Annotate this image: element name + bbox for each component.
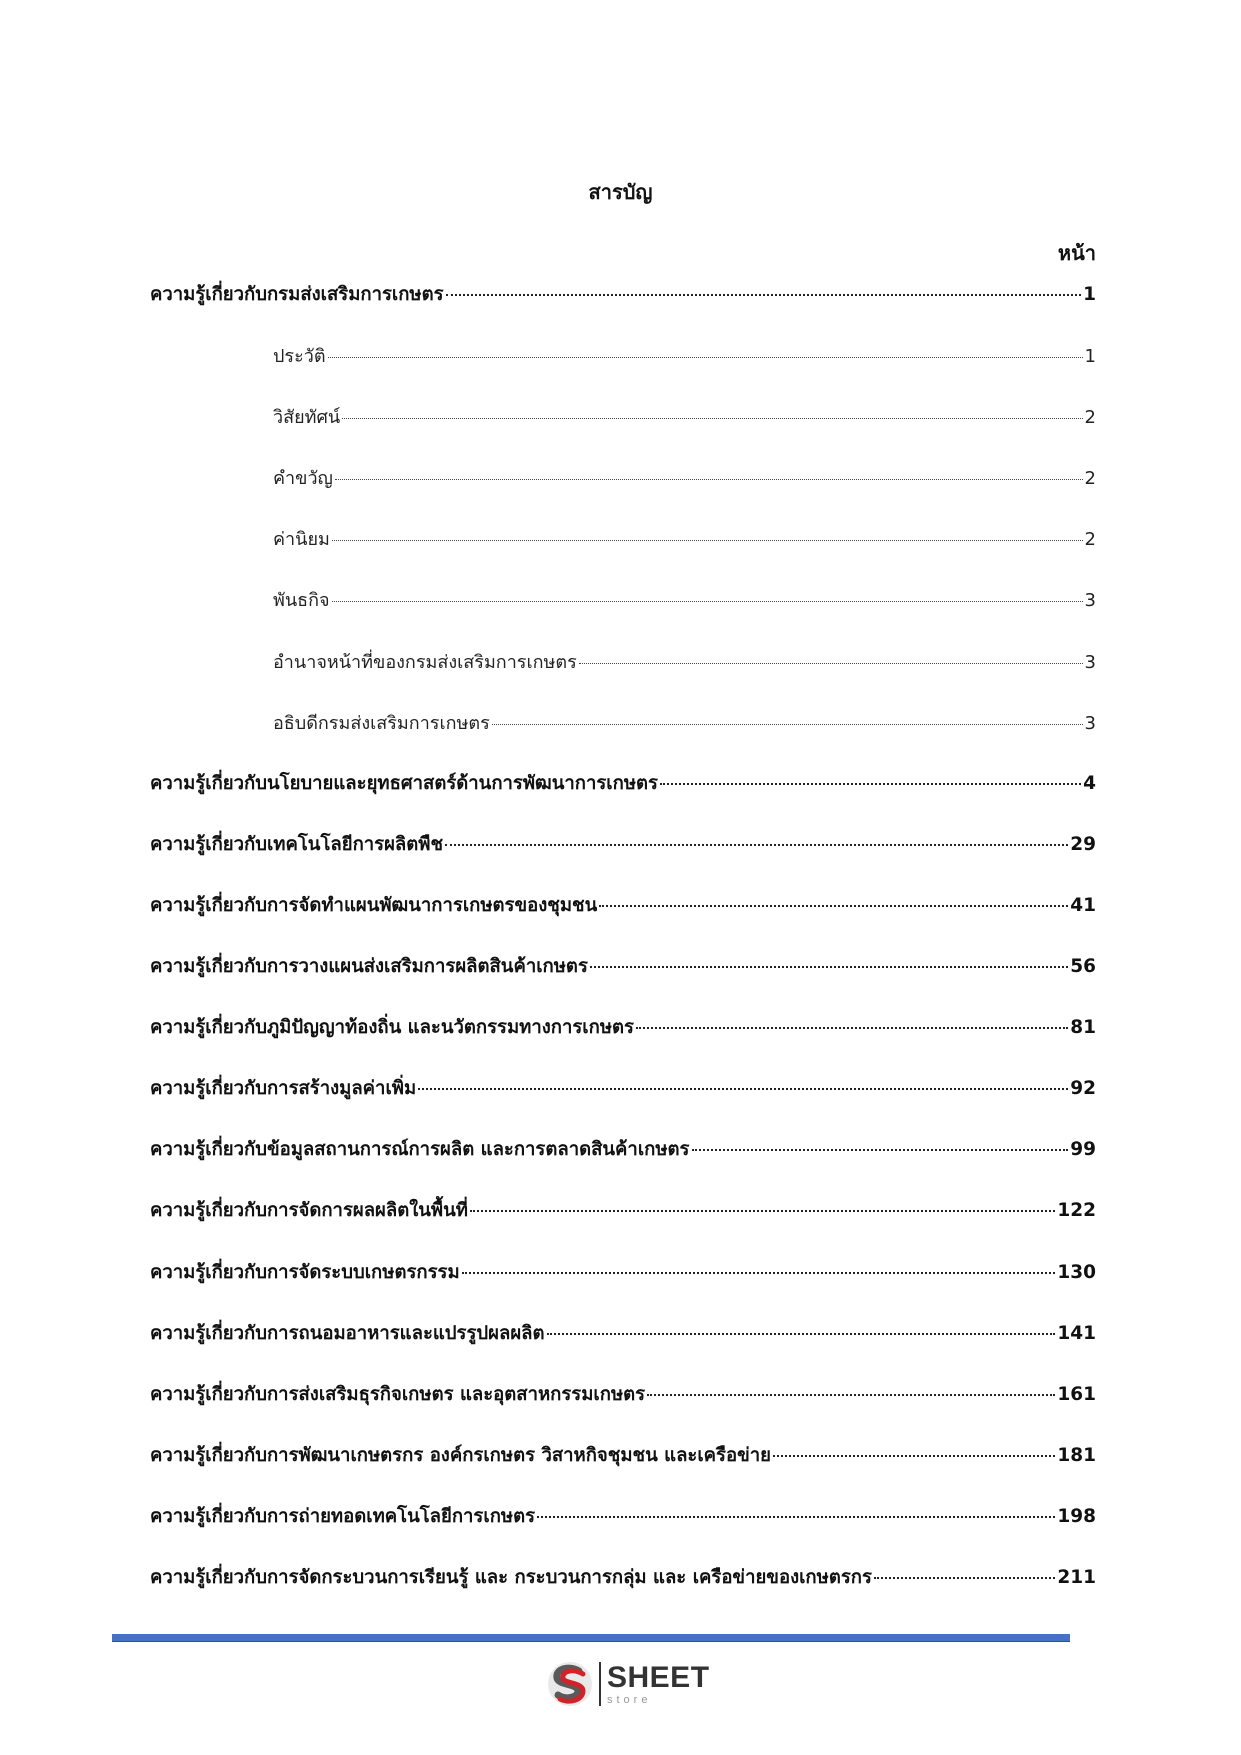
toc-entry-title: ความรู้เกี่ยวกับนโยบายและยุทธศาสตร์ด้านการพัฒนาการเกษตร bbox=[150, 772, 658, 794]
toc-dot-leader bbox=[660, 783, 1081, 785]
toc-dot-leader bbox=[470, 1210, 1055, 1212]
toc-entry-title: ค่านิยม bbox=[273, 529, 330, 551]
toc-page-number: 1 bbox=[1083, 284, 1096, 305]
toc-chapter-entry[interactable] bbox=[150, 1074, 1096, 1135]
toc-entry-title: ความรู้เกี่ยวกับการจัดการผลผลิตในพื้นที่ bbox=[150, 1200, 468, 1222]
toc-section-entry[interactable] bbox=[150, 524, 1096, 585]
toc-page-number: 99 bbox=[1070, 1139, 1096, 1161]
toc-entry-title: ความรู้เกี่ยวกับการส่งเสริมธุรกิจเกษตร และอุตสาหกรรมเกษตร bbox=[150, 1383, 646, 1405]
toc-page-number: 161 bbox=[1057, 1383, 1096, 1405]
toc-page-number: 3 bbox=[1084, 712, 1096, 734]
page-title: สารบัญ bbox=[588, 180, 653, 204]
toc-entry-title: ความรู้เกี่ยวกับการพัฒนาเกษตรกร องค์กรเกษตร วิสาหกิจชุมชน และเครือข่าย bbox=[150, 1444, 771, 1466]
toc-dot-leader bbox=[418, 1088, 1068, 1090]
toc-dot-leader bbox=[462, 1272, 1056, 1274]
logo-wordmark bbox=[607, 1660, 710, 1706]
toc-chapter-entry[interactable] bbox=[150, 1380, 1096, 1441]
toc-entry-title: ความรู้เกี่ยวกับการวางแผนส่งเสริมการผลิตสินค้าเกษตร bbox=[150, 956, 588, 978]
toc-dot-leader bbox=[692, 1149, 1069, 1151]
toc-page-number: 211 bbox=[1057, 1566, 1096, 1588]
toc-page-number: 141 bbox=[1057, 1322, 1096, 1344]
toc-entry-title: ความรู้เกี่ยวกับข้อมูลสถานการณ์การผลิต และการตลาดสินค้าเกษตร bbox=[150, 1139, 690, 1161]
toc-page-number: 2 bbox=[1084, 407, 1096, 429]
toc-page-number: 3 bbox=[1084, 590, 1096, 612]
toc-dot-leader bbox=[537, 1516, 1055, 1518]
toc-chapter-entry[interactable] bbox=[150, 1563, 1096, 1624]
toc-chapter-entry[interactable] bbox=[150, 1441, 1096, 1502]
toc-chapter-entry[interactable] bbox=[150, 1196, 1096, 1257]
toc-page-number: 130 bbox=[1057, 1261, 1096, 1283]
toc-entry-title: ความรู้เกี่ยวกับการสร้างมูลค่าเพิ่ม bbox=[150, 1078, 417, 1100]
toc-dot-leader bbox=[874, 1577, 1055, 1579]
toc-dot-leader bbox=[328, 357, 1083, 358]
toc-entry-title: พันธกิจ bbox=[273, 590, 330, 612]
toc-page-number: 56 bbox=[1070, 956, 1096, 978]
toc-entry-title: ความรู้เกี่ยวกับการจัดทำแผนพัฒนาการเกษตรของชุมชน bbox=[150, 894, 598, 916]
toc-page-number: 198 bbox=[1057, 1505, 1096, 1527]
toc-chapter-entry[interactable] bbox=[150, 1135, 1096, 1196]
toc-entry-title: ประวัติ bbox=[273, 346, 326, 368]
toc-dot-leader bbox=[342, 418, 1082, 419]
toc-dot-leader bbox=[636, 1027, 1068, 1029]
toc-entry-title: ความรู้เกี่ยวกับการจัดระบบเกษตรกรรม bbox=[150, 1261, 460, 1283]
toc-page-number: 41 bbox=[1070, 894, 1096, 916]
toc-section-entry[interactable] bbox=[150, 647, 1096, 708]
toc-entry-title: คำขวัญ bbox=[273, 468, 333, 490]
table-of-contents bbox=[150, 280, 1096, 1624]
toc-dot-leader bbox=[773, 1455, 1055, 1457]
toc-dot-leader bbox=[599, 905, 1068, 907]
toc-entry-title: ความรู้เกี่ยวกับการถ่ายทอดเทคโนโลยีการเกษตร bbox=[150, 1505, 536, 1527]
logo-subword: store bbox=[607, 1693, 652, 1706]
toc-dot-leader bbox=[445, 844, 1068, 846]
toc-entry-title: ความรู้เกี่ยวกับภูมิปัญญาท้องถิ่น และนวัตกรรมทางการเกษตร bbox=[150, 1017, 634, 1039]
toc-dot-leader bbox=[332, 540, 1083, 541]
page-column-label: หน้า bbox=[1057, 241, 1096, 265]
toc-section-entry[interactable] bbox=[150, 402, 1096, 463]
toc-section-entry[interactable] bbox=[150, 463, 1096, 524]
toc-chapter-entry[interactable] bbox=[150, 1502, 1096, 1563]
toc-entry-title: ความรู้เกี่ยวกับการจัดกระบวนการเรียนรู้ และ กระบวนการกลุ่ม และ เครือข่ายของเกษตรกร bbox=[150, 1566, 872, 1588]
toc-page-number: 1 bbox=[1084, 346, 1096, 368]
logo-word: SHEET bbox=[607, 1660, 710, 1694]
toc-chapter-entry[interactable] bbox=[150, 769, 1096, 830]
toc-page-number: 81 bbox=[1070, 1017, 1096, 1039]
toc-page-number: 122 bbox=[1057, 1200, 1096, 1222]
sheet-store-logo-icon bbox=[545, 1659, 595, 1709]
toc-dot-leader bbox=[647, 1394, 1055, 1396]
toc-section-entry[interactable] bbox=[150, 585, 1096, 646]
toc-chapter-entry[interactable] bbox=[150, 830, 1096, 891]
toc-chapter-entry[interactable] bbox=[150, 952, 1096, 1013]
toc-entry-title: ความรู้เกี่ยวกับการถนอมอาหารและแปรรูปผลผลิต bbox=[150, 1322, 545, 1344]
footer-divider bbox=[112, 1634, 1070, 1642]
toc-entry-title: วิสัยทัศน์ bbox=[273, 407, 341, 429]
toc-chapter-entry[interactable] bbox=[150, 1319, 1096, 1380]
toc-dot-leader bbox=[335, 479, 1083, 480]
toc-entry-title: อำนาจหน้าที่ของกรมส่งเสริมการเกษตร bbox=[273, 651, 577, 673]
toc-section-entry[interactable] bbox=[150, 341, 1096, 402]
toc-dot-leader bbox=[446, 294, 1082, 296]
toc-dot-leader bbox=[579, 663, 1083, 664]
toc-chapter-entry[interactable] bbox=[150, 1013, 1096, 1074]
toc-chapter-entry[interactable] bbox=[150, 280, 1096, 341]
toc-page-number: 92 bbox=[1070, 1078, 1096, 1100]
toc-section-entry[interactable] bbox=[150, 708, 1096, 769]
toc-page-number: 2 bbox=[1084, 529, 1096, 551]
toc-page-number: 3 bbox=[1084, 651, 1096, 673]
toc-entry-title: อธิบดีกรมส่งเสริมการเกษตร bbox=[273, 712, 490, 734]
toc-page-number: 4 bbox=[1083, 772, 1096, 794]
footer-logo bbox=[545, 1658, 710, 1710]
toc-dot-leader bbox=[590, 966, 1068, 968]
toc-entry-title: ความรู้เกี่ยวกับเทคโนโลยีการผลิตพืช bbox=[150, 833, 444, 855]
toc-chapter-entry[interactable] bbox=[150, 891, 1096, 952]
toc-page-number: 2 bbox=[1084, 468, 1096, 490]
toc-chapter-entry[interactable] bbox=[150, 1258, 1096, 1319]
toc-dot-leader bbox=[492, 724, 1083, 725]
toc-entry-title: ความรู้เกี่ยวกับกรมส่งเสริมการเกษตร bbox=[150, 284, 444, 305]
logo-divider bbox=[599, 1662, 601, 1706]
toc-page-number: 29 bbox=[1070, 833, 1096, 855]
toc-dot-leader bbox=[547, 1333, 1056, 1335]
toc-page-number: 181 bbox=[1057, 1444, 1096, 1466]
toc-dot-leader bbox=[332, 601, 1083, 602]
